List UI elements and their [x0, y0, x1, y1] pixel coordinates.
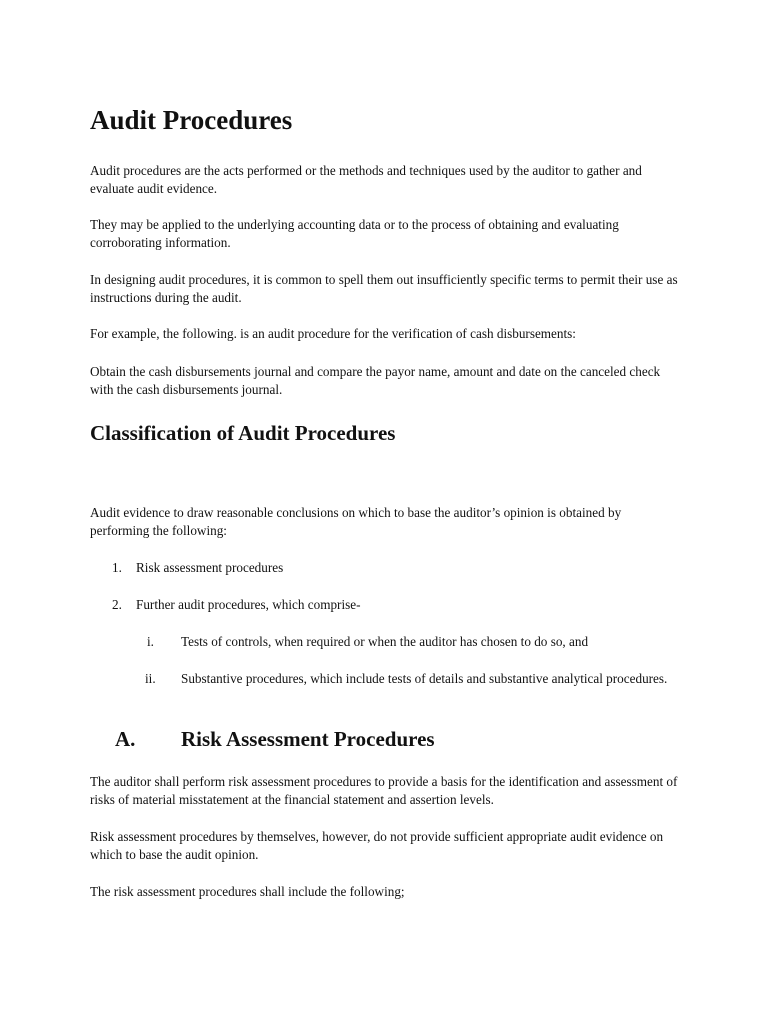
list-item-marker-2: 2. — [112, 597, 122, 612]
sublist-item-text-i: Tests of controls, when required or when the auditor has chosen to do so, and — [181, 634, 589, 649]
list-item-marker-1: 1. — [112, 560, 122, 575]
risk-paragraph-1: The auditor shall perform risk assessment procedures to provide a basis for the identification and assessment of risks of material misstatement at the financial statement and assertion levels. — [90, 774, 678, 807]
sublist-item-marker-ii: ii. — [145, 671, 156, 686]
intro-paragraph-3: In designing audit procedures, it is common to spell them out insufficiently specific terms to permit their use as instructions during the audit. — [90, 272, 678, 305]
page-title: Audit Procedures — [90, 105, 293, 135]
section-heading-risk-assessment: Risk Assessment Procedures — [181, 727, 435, 751]
sublist-item-marker-i: i. — [147, 634, 154, 649]
list-item-text-2: Further audit procedures, which comprise- — [136, 597, 361, 612]
classification-paragraph: Audit evidence to draw reasonable conclusions on which to base the auditor’s opinion is obtained by performing the following: — [90, 505, 622, 538]
list-item-text-1: Risk assessment procedures — [136, 560, 284, 575]
intro-paragraph-4: For example, the following. is an audit procedure for the verification of cash disbursements: — [90, 326, 576, 341]
intro-paragraph-1: Audit procedures are the acts performed or the methods and techniques used by the auditor to gather and evaluate audit evidence. — [90, 163, 642, 196]
risk-paragraph-3: The risk assessment procedures shall include the following; — [90, 884, 405, 899]
intro-paragraph-2: They may be applied to the underlying accounting data or to the process of obtaining and evaluating corroborating information. — [90, 217, 619, 250]
section-heading-classification: Classification of Audit Procedures — [90, 421, 396, 445]
section-marker-a: A. — [115, 727, 136, 751]
risk-paragraph-2: Risk assessment procedures by themselves, however, do not provide sufficient appropriate audit evidence on which to base the audit opinion. — [90, 829, 664, 862]
intro-paragraph-5: Obtain the cash disbursements journal and compare the payor name, amount and date on the canceled check with the cash disbursements journal. — [90, 364, 661, 397]
sublist-item-text-ii: Substantive procedures, which include tests of details and substantive analytical procedures. — [181, 671, 668, 686]
